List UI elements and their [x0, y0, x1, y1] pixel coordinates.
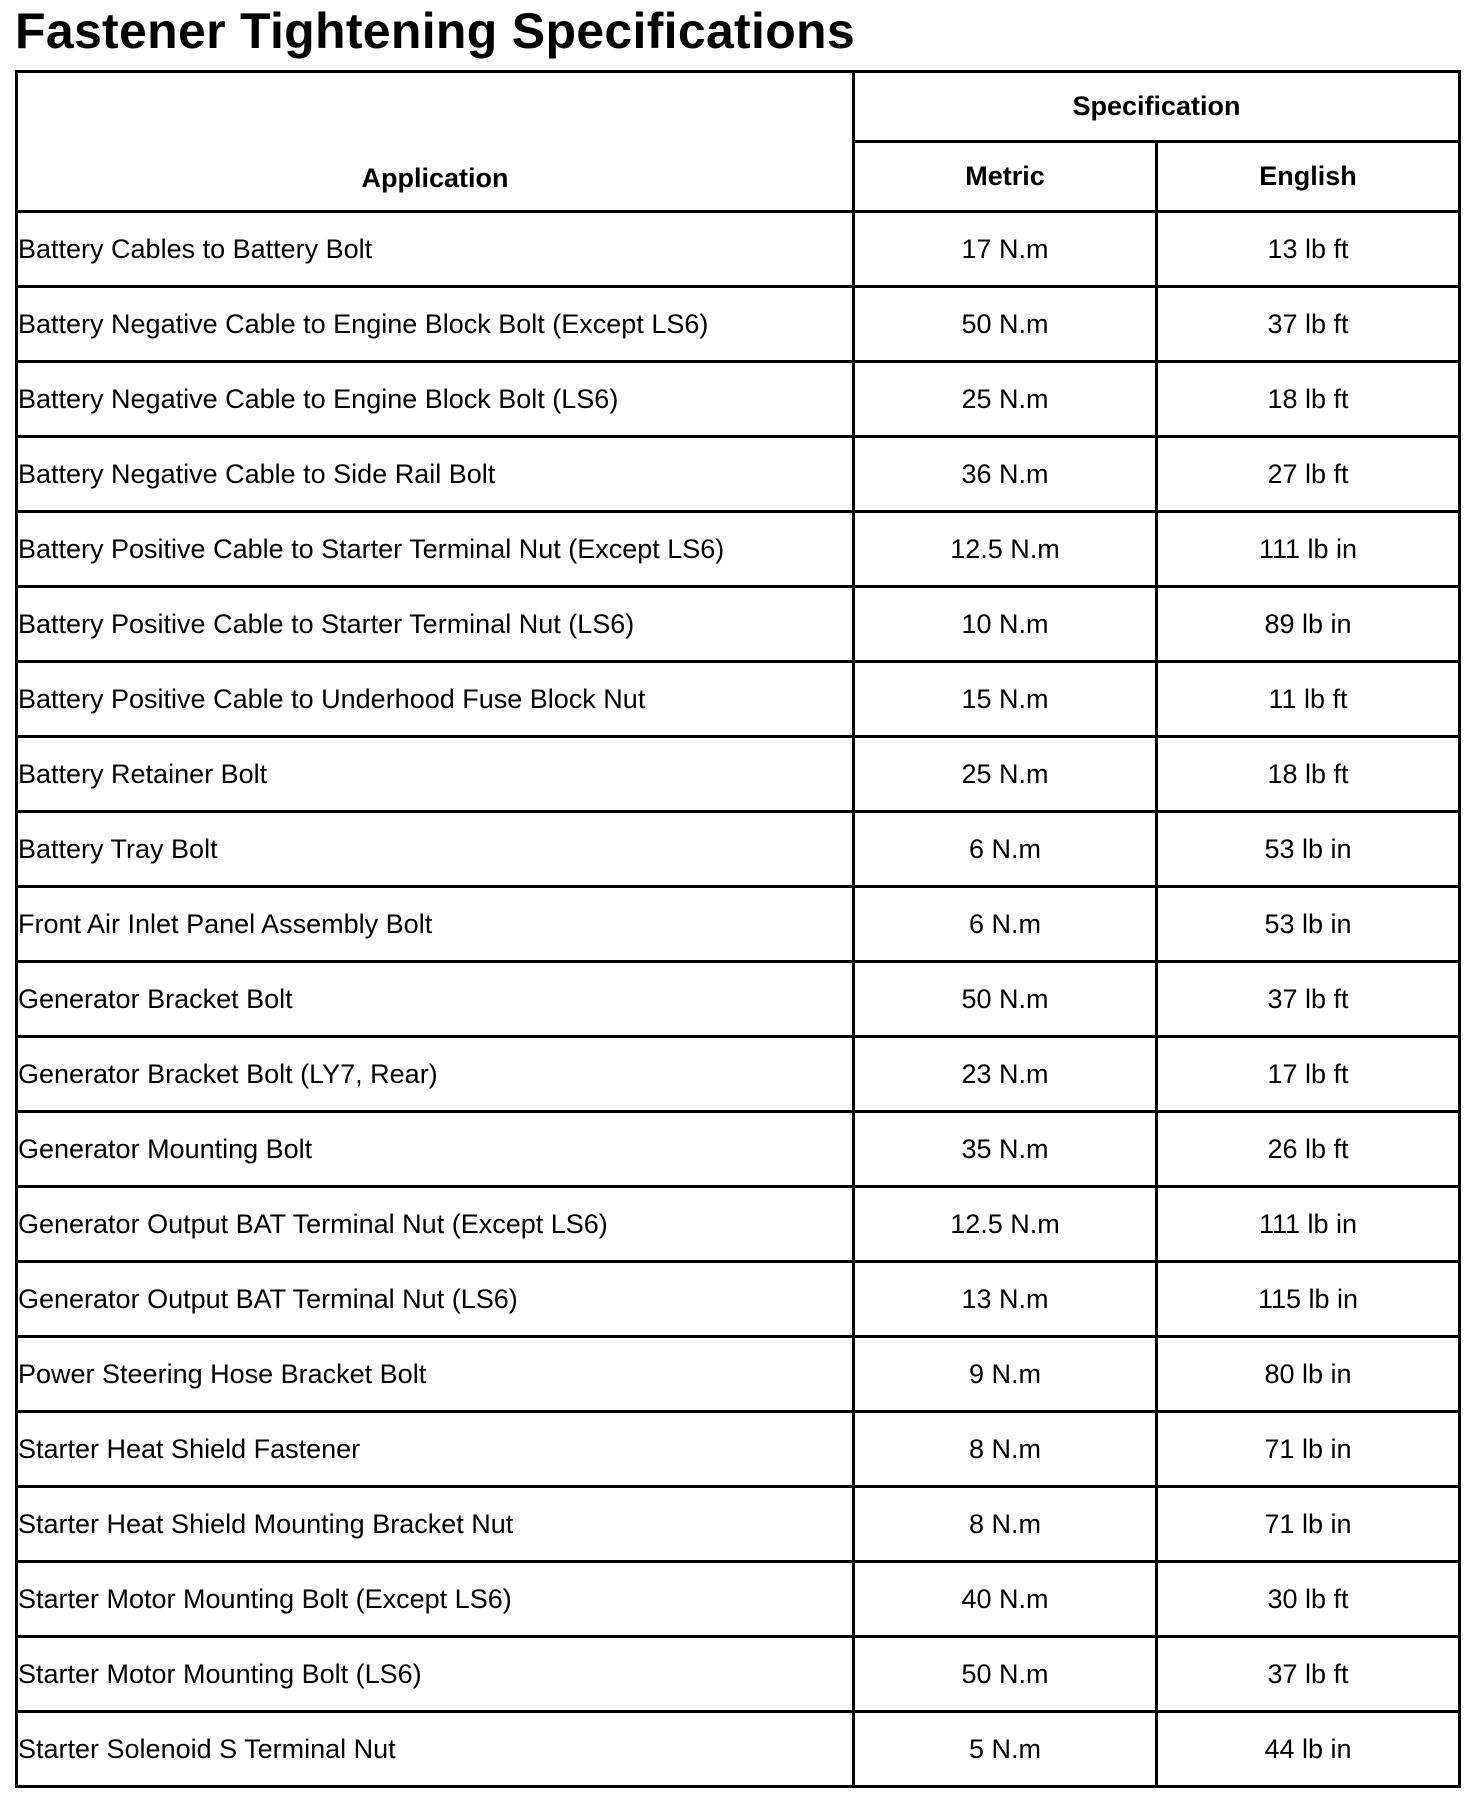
- cell-application: Power Steering Hose Bracket Bolt: [17, 1337, 854, 1412]
- table-row: [17, 737, 1460, 812]
- header-specification: Specification: [854, 72, 1460, 142]
- cell-metric: 13 N.m: [854, 1262, 1157, 1337]
- cell-application: Generator Output BAT Terminal Nut (Except LS6): [17, 1187, 854, 1262]
- table-row: [17, 812, 1460, 887]
- cell-metric: 36 N.m: [854, 437, 1157, 512]
- table-row: [17, 512, 1460, 587]
- cell-application: Battery Positive Cable to Starter Terminal Nut (Except LS6): [17, 512, 854, 587]
- table-row: [17, 662, 1460, 737]
- cell-english: 111 lb in: [1157, 1187, 1460, 1262]
- cell-application: Starter Heat Shield Mounting Bracket Nut: [17, 1487, 854, 1562]
- cell-application: Starter Heat Shield Fastener: [17, 1412, 854, 1487]
- cell-english: 13 lb ft: [1157, 212, 1460, 287]
- table-row: [17, 1262, 1460, 1337]
- cell-metric: 15 N.m: [854, 662, 1157, 737]
- cell-metric: 50 N.m: [854, 1637, 1157, 1712]
- cell-english: 27 lb ft: [1157, 437, 1460, 512]
- cell-application: Battery Retainer Bolt: [17, 737, 854, 812]
- cell-english: 30 lb ft: [1157, 1562, 1460, 1637]
- cell-english: 17 lb ft: [1157, 1037, 1460, 1112]
- cell-application: Generator Mounting Bolt: [17, 1112, 854, 1187]
- cell-application: Front Air Inlet Panel Assembly Bolt: [17, 887, 854, 962]
- cell-english: 44 lb in: [1157, 1712, 1460, 1787]
- cell-metric: 35 N.m: [854, 1112, 1157, 1187]
- cell-application: Starter Motor Mounting Bolt (LS6): [17, 1637, 854, 1712]
- cell-application: Battery Negative Cable to Engine Block Bolt (LS6): [17, 362, 854, 437]
- cell-metric: 8 N.m: [854, 1412, 1157, 1487]
- cell-metric: 9 N.m: [854, 1337, 1157, 1412]
- table-row: [17, 587, 1460, 662]
- cell-metric: 50 N.m: [854, 287, 1157, 362]
- table-row: [17, 287, 1460, 362]
- cell-metric: 6 N.m: [854, 887, 1157, 962]
- cell-application: Battery Cables to Battery Bolt: [17, 212, 854, 287]
- cell-application: Battery Positive Cable to Starter Terminal Nut (LS6): [17, 587, 854, 662]
- cell-application: Battery Positive Cable to Underhood Fuse Block Nut: [17, 662, 854, 737]
- cell-metric: 8 N.m: [854, 1487, 1157, 1562]
- cell-metric: 6 N.m: [854, 812, 1157, 887]
- cell-english: 80 lb in: [1157, 1337, 1460, 1412]
- cell-application: Generator Bracket Bolt: [17, 962, 854, 1037]
- cell-metric: 40 N.m: [854, 1562, 1157, 1637]
- table-row: [17, 437, 1460, 512]
- cell-metric: 23 N.m: [854, 1037, 1157, 1112]
- table-row: [17, 1037, 1460, 1112]
- cell-application: Generator Output BAT Terminal Nut (LS6): [17, 1262, 854, 1337]
- cell-english: 71 lb in: [1157, 1487, 1460, 1562]
- cell-metric: 12.5 N.m: [854, 1187, 1157, 1262]
- table-row: [17, 1487, 1460, 1562]
- cell-english: 111 lb in: [1157, 512, 1460, 587]
- fastener-spec-table: [15, 70, 1461, 1788]
- cell-metric: 50 N.m: [854, 962, 1157, 1037]
- table-row: [17, 887, 1460, 962]
- table-row: [17, 362, 1460, 437]
- table-row: [17, 1412, 1460, 1487]
- cell-application: Battery Tray Bolt: [17, 812, 854, 887]
- cell-english: 37 lb ft: [1157, 287, 1460, 362]
- cell-metric: 10 N.m: [854, 587, 1157, 662]
- header-row-top: [17, 72, 1460, 142]
- cell-english: 89 lb in: [1157, 587, 1460, 662]
- cell-metric: 5 N.m: [854, 1712, 1157, 1787]
- header-application: Application: [17, 72, 854, 212]
- header-english: English: [1157, 142, 1460, 212]
- cell-metric: 12.5 N.m: [854, 512, 1157, 587]
- cell-english: 26 lb ft: [1157, 1112, 1460, 1187]
- table-row: [17, 962, 1460, 1037]
- cell-metric: 25 N.m: [854, 737, 1157, 812]
- table-row: [17, 1637, 1460, 1712]
- table-header: [17, 72, 1460, 212]
- cell-application: Battery Negative Cable to Engine Block Bolt (Except LS6): [17, 287, 854, 362]
- table-row: [17, 1112, 1460, 1187]
- cell-application: Starter Motor Mounting Bolt (Except LS6): [17, 1562, 854, 1637]
- cell-metric: 25 N.m: [854, 362, 1157, 437]
- table-body: [17, 212, 1460, 1787]
- cell-english: 37 lb ft: [1157, 962, 1460, 1037]
- page-title: Fastener Tightening Specifications: [15, 3, 855, 59]
- cell-application: Battery Negative Cable to Side Rail Bolt: [17, 437, 854, 512]
- cell-english: 115 lb in: [1157, 1262, 1460, 1337]
- header-metric: Metric: [854, 142, 1157, 212]
- cell-english: 71 lb in: [1157, 1412, 1460, 1487]
- table-row: [17, 1712, 1460, 1787]
- cell-english: 53 lb in: [1157, 812, 1460, 887]
- cell-application: Starter Solenoid S Terminal Nut: [17, 1712, 854, 1787]
- cell-english: 11 lb ft: [1157, 662, 1460, 737]
- cell-english: 18 lb ft: [1157, 737, 1460, 812]
- table-row: [17, 212, 1460, 287]
- cell-english: 53 lb in: [1157, 887, 1460, 962]
- cell-english: 18 lb ft: [1157, 362, 1460, 437]
- cell-application: Generator Bracket Bolt (LY7, Rear): [17, 1037, 854, 1112]
- table-row: [17, 1337, 1460, 1412]
- table-row: [17, 1187, 1460, 1262]
- table-row: [17, 1562, 1460, 1637]
- cell-metric: 17 N.m: [854, 212, 1157, 287]
- cell-english: 37 lb ft: [1157, 1637, 1460, 1712]
